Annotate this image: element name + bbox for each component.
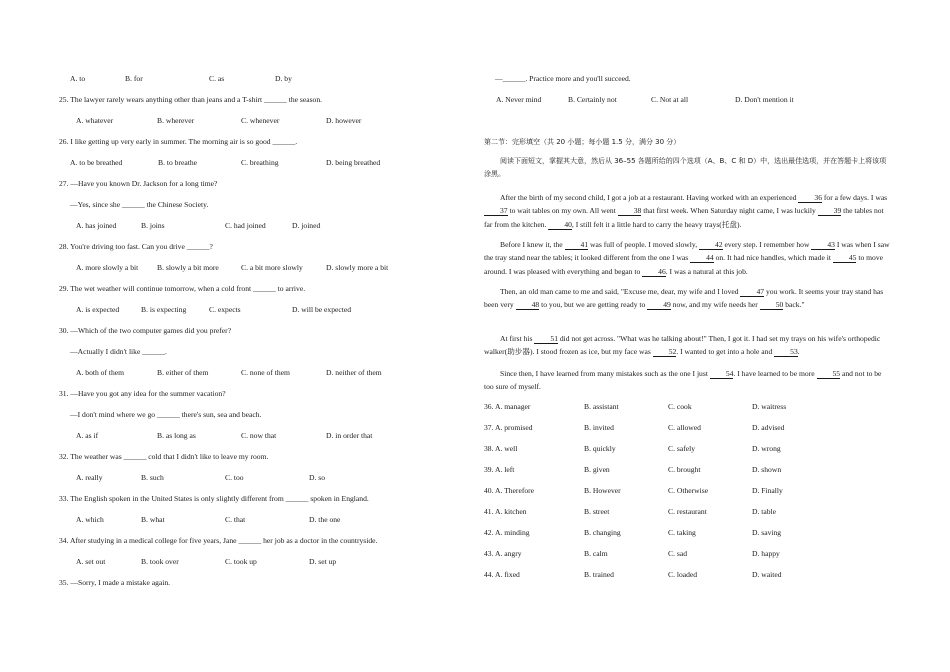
passage-paragraph-5: Since then, I have learned from many mistakes such as the one I just 54. I have learned to be more 55 and not to be too sure of myself. [484,369,882,392]
q41-option-c[interactable]: C. restaurant [668,507,707,516]
question-28-stem: 28. You're driving too fast. Can you drive ______? [59,242,213,251]
q30-option-b[interactable]: B. either of them [157,368,209,377]
q39-option-a[interactable]: 39. A. left [484,465,515,474]
blank-40[interactable]: 40 [548,220,572,230]
q44-option-b[interactable]: B. trained [584,570,614,579]
q36-option-c[interactable]: C. cook [668,402,692,411]
q24-option-b[interactable]: B. for [125,74,143,83]
blank-47[interactable]: 47 [740,287,764,297]
q27-option-b[interactable]: B. joins [141,221,165,230]
q40-option-c[interactable]: C. Otherwise [668,486,709,495]
q31-option-d[interactable]: D. in order that [326,431,373,440]
q36-option-d[interactable]: D. waitress [752,402,787,411]
question-35-reply: —______. Practice more and you'll succeed. [495,74,631,83]
q29-option-a[interactable]: A. is expected [76,305,120,314]
blank-41[interactable]: 41 [565,240,589,250]
q40-option-a[interactable]: 40. A. Therefore [484,486,535,495]
q26-option-d[interactable]: D. being breathed [326,158,381,167]
question-33-stem: 33. The English spoken in the United States is only slightly different from ______ spoken in England. [59,494,369,503]
q42-option-c[interactable]: C. taking [668,528,696,537]
q25-option-c[interactable]: C. whenever [241,116,280,125]
q34-option-a[interactable]: A. set out [76,557,106,566]
blank-42[interactable]: 42 [699,240,723,250]
q26-option-b[interactable]: B. to breathe [158,158,198,167]
passage-paragraph-1: After the birth of my second child, I got a job at a restaurant. Having worked with an experienced 36 for a few days. I was 37 to wait tables on my own. All went 38 that first week. When Saturday night came, I was luckily 39 the tables not far from the kitchen. 40, I still felt it a little hard to carry the heavy trays(托盘). [484,193,888,229]
blank-49[interactable]: 49 [647,300,671,310]
q33-option-b[interactable]: B. what [141,515,165,524]
q39-option-b[interactable]: B. given [584,465,610,474]
blank-46[interactable]: 46 [642,267,666,277]
blank-54[interactable]: 54 [710,369,734,379]
q35-option-c[interactable]: C. Not at all [651,95,689,104]
q36-option-a[interactable]: 36. A. manager [484,402,531,411]
q27-option-a[interactable]: A. has joined [76,221,117,230]
q33-option-c[interactable]: C. that [225,515,246,524]
q41-option-b[interactable]: B. street [584,507,610,516]
q40-option-b[interactable]: B. However [584,486,621,495]
blank-37[interactable]: 37 [484,206,508,216]
question-26-stem: 26. I like getting up very early in summer. The morning air is so good ______. [59,137,298,146]
question-31-stem: 31. —Have you got any idea for the summer vacation? [59,389,226,398]
blank-43[interactable]: 43 [811,240,835,250]
q24-option-c[interactable]: C. as [209,74,225,83]
q31-option-a[interactable]: A. as if [76,431,99,440]
q32-option-b[interactable]: B. such [141,473,164,482]
q25-option-d[interactable]: D. however [326,116,362,125]
q31-option-c[interactable]: C. now that [241,431,277,440]
q37-option-c[interactable]: C. allowed [668,423,701,432]
q28-option-a[interactable]: A. more slowly a bit [76,263,139,272]
q44-option-a[interactable]: 44. A. fixed [484,570,520,579]
question-31-reply: —I don't mind where we go ______ there's sun, sea and beach. [70,410,262,419]
q43-option-d[interactable]: D. happy [752,549,780,558]
q35-option-b[interactable]: B. Certainly not [568,95,617,104]
blank-53[interactable]: 53 [774,347,798,357]
q24-option-a[interactable]: A. to [70,74,86,83]
question-30-stem: 30. —Which of the two computer games did you prefer? [59,326,232,335]
q32-option-c[interactable]: C. too [225,473,244,482]
q36-option-b[interactable]: B. assistant [584,402,619,411]
q38-option-b[interactable]: B. quickly [584,444,616,453]
q29-option-b[interactable]: B. is expecting [141,305,187,314]
q25-option-b[interactable]: B. wherever [157,116,195,125]
q28-option-c[interactable]: C. a bit more slowly [241,263,303,272]
blank-36[interactable]: 36 [798,193,822,203]
q34-option-c[interactable]: C. took up [225,557,257,566]
q27-option-c[interactable]: C. had joined [225,221,266,230]
q43-option-c[interactable]: C. sad [668,549,687,558]
q33-option-a[interactable]: A. which [76,515,104,524]
blank-51[interactable]: 51 [534,334,558,344]
q35-option-a[interactable]: A. Never mind [496,95,542,104]
q26-option-c[interactable]: C. breathing [241,158,279,167]
q35-option-d[interactable]: D. Don't mention it [735,95,794,104]
q26-option-a[interactable]: A. to be breathed [70,158,123,167]
q41-option-d[interactable]: D. table [752,507,777,516]
q42-option-b[interactable]: B. changing [584,528,621,537]
q32-option-a[interactable]: A. really [76,473,103,482]
q39-option-d[interactable]: D. shown [752,465,782,474]
blank-50[interactable]: 50 [760,300,784,310]
q37-option-a[interactable]: 37. A. promised [484,423,533,432]
section-title: 第二节：完形填空（共 20 小题；每小题 1.5 分，满分 30 分） [484,138,681,146]
q25-option-a[interactable]: A. whatever [76,116,114,125]
q29-option-d[interactable]: D. will be expected [292,305,352,314]
question-29-stem: 29. The wet weather will continue tomorrow, when a cold front ______ to arrive. [59,284,306,293]
blank-52[interactable]: 52 [653,347,677,357]
q43-option-a[interactable]: 43. A. angry [484,549,522,558]
blank-55[interactable]: 55 [817,369,841,379]
q28-option-b[interactable]: B. slowly a bit more [157,263,219,272]
q30-option-d[interactable]: D. neither of them [326,368,382,377]
q28-option-d[interactable]: D. slowly more a bit [326,263,389,272]
q42-option-d[interactable]: D. saving [752,528,782,537]
q27-option-d[interactable]: D. joined [292,221,321,230]
q24-option-d[interactable]: D. by [275,74,292,83]
q42-option-a[interactable]: 42. A. minding [484,528,530,537]
q44-option-d[interactable]: D. waited [752,570,782,579]
q29-option-c[interactable]: C. expects [209,305,241,314]
passage-paragraph-4: At first his 51 did not get across. "What was he talking about!" Then, I got it. I had set my trays on his wife's orthopedic walker(助步器). I stood frozen as ice, but my face was 52. I wanted to get into a hole and 53. [484,334,881,357]
q33-option-d[interactable]: D. the one [309,515,341,524]
q38-option-d[interactable]: D. wrong [752,444,781,453]
blank-38[interactable]: 38 [618,206,642,216]
blank-48[interactable]: 48 [516,300,540,310]
q39-option-c[interactable]: C. brought [668,465,701,474]
q38-option-a[interactable]: 38. A. well [484,444,518,453]
question-35-stem: 35. —Sorry, I made a mistake again. [59,578,171,587]
q37-option-b[interactable]: B. invited [584,423,614,432]
q37-option-d[interactable]: D. advised [752,423,785,432]
question-34-stem: 34. After studying in a medical college for five years, Jane ______ her job as a doctor in the countryside. [59,536,378,545]
blank-45[interactable]: 45 [833,253,857,263]
question-27-reply: —Yes, since she ______ the Chinese Society. [70,200,209,209]
q34-option-d[interactable]: D. set up [309,557,337,566]
passage-paragraph-2: Before I knew it, the 41 was full of people. I moved slowly, 42 every step. I remember how 43 I was when I saw the tray stand near the tables; it looked different from the one I was 44 on. It had nice handles, which made it 45 to move around. I was pleased with everything and began to 46. I was a natural at this job. [484,240,890,276]
q38-option-c[interactable]: C. safely [668,444,695,453]
instructions: 阅读下面短文，掌握其大意，然后从 36–55 各题所给的四个选项（A、B、C 和 D）中，选出最佳选项，并在答题卡上将该项涂黑。 [484,157,887,178]
q31-option-b[interactable]: B. as long as [157,431,196,440]
question-32-stem: 32. The weather was ______ cold that I didn't like to leave my room. [59,452,269,461]
q34-option-b[interactable]: B. took over [141,557,179,566]
q32-option-d[interactable]: D. so [309,473,326,482]
blank-44[interactable]: 44 [690,253,714,263]
q30-option-a[interactable]: A. both of them [76,368,125,377]
question-27-stem: 27. —Have you known Dr. Jackson for a long time? [59,179,218,188]
question-30-reply: —Actually I didn't like ______. [70,347,167,356]
q30-option-c[interactable]: C. none of them [241,368,290,377]
q44-option-c[interactable]: C. loaded [668,570,698,579]
q40-option-d[interactable]: D. Finally [752,486,783,495]
q43-option-b[interactable]: B. calm [584,549,608,558]
passage-paragraph-3: Then, an old man came to me and said, "Excuse me, dear, my wife and I loved 47 you work. It seems your tray stand has been very 48 to you, but we are getting ready to 49 now, and my wife needs her 50 back." [484,287,884,310]
question-25-stem: 25. The lawyer rarely wears anything other than jeans and a T-shirt ______ the season. [59,95,323,104]
blank-39[interactable]: 39 [818,206,842,216]
q41-option-a[interactable]: 41. A. kitchen [484,507,527,516]
